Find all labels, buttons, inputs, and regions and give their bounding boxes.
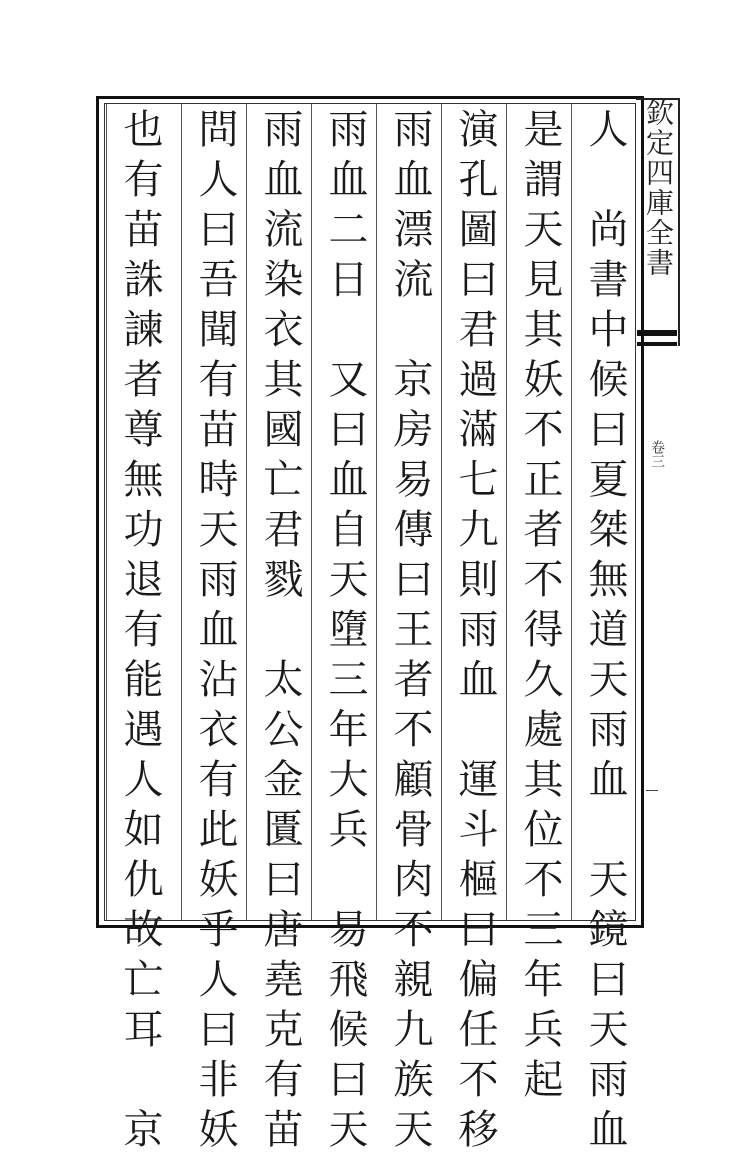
- juan-label: 卷三: [649, 440, 665, 468]
- column-text: 是謂天見其妖不正者不得久處其位不三年兵起: [517, 108, 563, 1108]
- column-text: 演孔圖曰君過滿七九則雨血 運斗樞曰偏任不移: [452, 108, 498, 1158]
- column-text: 也有苗誅諫者尊無功退有能遇人如仇故亡耳 京: [117, 108, 163, 1158]
- text-column-6: [246, 104, 311, 1158]
- text-column-5: [311, 104, 376, 1158]
- text-column-3: [441, 104, 506, 1158]
- text-column-2: [506, 104, 571, 1108]
- column-text: 雨血流染衣其國亡君戮 太公金匱曰唐堯克有苗: [257, 108, 303, 1158]
- margin-rule: [646, 790, 658, 791]
- column-text: 雨血二日 又曰血自天墮三年大兵 易飛候曰天: [322, 108, 368, 1158]
- text-column-7: [181, 104, 246, 1158]
- text-column-4: [376, 104, 441, 1158]
- column-text: 雨血漂流 京房易傳曰王者不顧骨肉不親九族天: [387, 108, 433, 1158]
- text-column-8: [106, 104, 171, 1158]
- column-text: 問人曰吾聞有苗時天雨血沾衣有此妖乎人曰非妖: [192, 108, 238, 1158]
- text-column-1: [571, 104, 636, 1158]
- column-text: 人 尚書中候曰夏桀無道天雨血 天鏡曰天雨血: [582, 108, 628, 1158]
- margin-title: 欽定四庫全書: [642, 98, 675, 278]
- fish-tail-mark: [637, 330, 677, 372]
